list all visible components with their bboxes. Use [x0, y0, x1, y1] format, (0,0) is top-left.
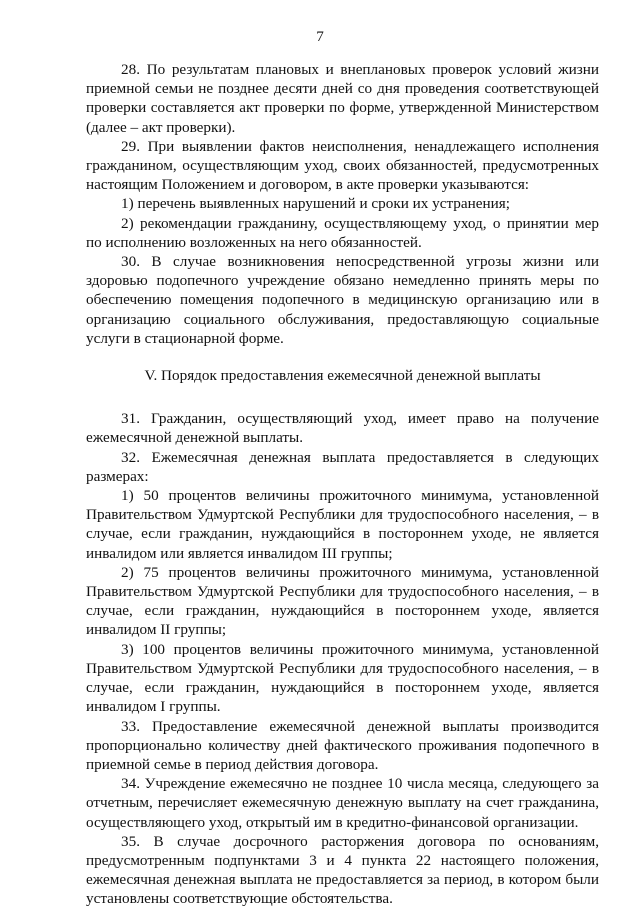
paragraph-28: 28. По результатам плановых и внеплановых проверок условий жизни приемной семьи не позднее десяти дней со дня проведения соответствующей проверки составляется акт проверки по форме, утвержденной Министерством (далее – акт проверки). — [86, 61, 599, 136]
paragraph-32-item-2: 2) 75 процентов величины прожиточного минимума, установленной Правительством Удмуртской Республики для трудоспособного населения, – в случае, если гражданин, нуждающийся в постороннем уходе, является инвалидом II группы; — [86, 563, 599, 639]
paragraph-29-item-2: 2) рекомендации гражданину, осуществляющему уход, о принятии мер по исполнению возложенных на него обязанностей. — [86, 214, 599, 251]
paragraph-34: 34. Учреждение ежемесячно не позднее 10 числа месяца, следующего за отчетным, перечисляет ежемесячную денежную выплату на счет гражданина, осуществляющего уход, открытый им в кредитно-финансовой организации. — [86, 775, 599, 831]
paragraph-29-item-1: 1) перечень выявленных нарушений и сроки их устранения; — [121, 195, 510, 213]
document-body — [86, 60, 599, 909]
paragraph-31: 31. Гражданин, осуществляющий уход, имеет право на получение ежемесячной денежной выплаты. — [86, 410, 599, 447]
paragraph-33: 33. Предоставление ежемесячной денежной выплаты производится пропорционально количеству дней фактического проживания подопечного в приемной семье в период действия договора. — [86, 717, 599, 773]
paragraph-32-item-3: 3) 100 процентов величины прожиточного минимума, установленной Правительством Удмуртской Республики для трудоспособного населения, – в случае, если гражданин, нуждающийся в постороннем уходе, является инвалидом I группы. — [86, 640, 599, 716]
paragraph-32: 32. Ежемесячная денежная выплата предоставляется в следующих размерах: — [86, 448, 599, 485]
paragraph-35: 35. В случае досрочного расторжения договора по основаниям, предусмотренным подпунктами 3 и 4 пункта 22 настоящего положения, ежемесячная денежная выплата не предоставляется за период, в котором были установлены соответствующие обстоятельства. — [86, 832, 599, 908]
section-heading: V. Порядок предоставления ежемесячной денежной выплаты — [144, 367, 541, 385]
paragraph-29: 29. При выявлении фактов неисполнения, ненадлежащего исполнения гражданином, осуществляющим уход, своих обязанностей, предусмотренных настоящим Положением и договором, в акте проверки указываются: — [86, 137, 599, 194]
paragraph-30: 30. В случае возникновения непосредственной угрозы жизни или здоровью подопечного учреждение обязано немедленно принять меры по обеспечению помещения подопечного в медицинскую организацию или в организацию социального обслуживания, предоставляющую социальные услуги в стационарной форме. — [86, 253, 599, 347]
page-number: 7 — [316, 28, 324, 45]
paragraph-32-item-1: 1) 50 процентов величины прожиточного минимума, установленной Правительством Удмуртской Республики для трудоспособного населения, – в случае, если гражданин, нуждающийся в постороннем уходе, не является инвалидом или является инвалидом III группы; — [86, 487, 599, 562]
